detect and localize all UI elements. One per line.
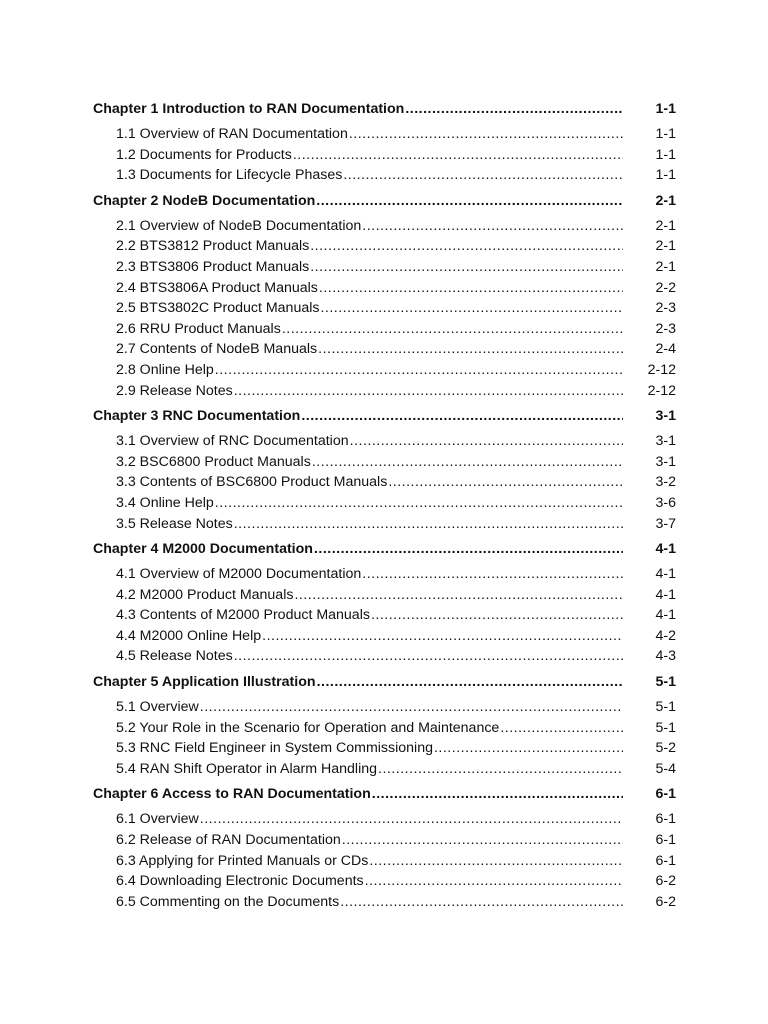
toc-chapter-entry[interactable] — [93, 783, 676, 805]
toc-section-entry[interactable] — [93, 646, 676, 667]
page-number: 6-2 — [655, 893, 676, 910]
dot-leader — [362, 216, 623, 237]
page-number: 5-4 — [655, 760, 676, 777]
dot-leader — [319, 278, 623, 299]
toc-section-entry[interactable] — [93, 298, 676, 319]
chapter-title: Chapter 5 Application Illustration — [93, 674, 316, 691]
toc-section-entry[interactable] — [93, 851, 676, 872]
toc-chapter-entry[interactable] — [93, 538, 676, 560]
toc-section-entry[interactable] — [93, 236, 676, 257]
toc-section-entry[interactable] — [93, 339, 676, 360]
section-title: 3.5 Release Notes — [116, 515, 233, 532]
chapter-6 — [93, 783, 676, 912]
page-number: 5-2 — [655, 740, 676, 757]
toc-section-entry[interactable] — [93, 360, 676, 381]
chapter-title: Chapter 6 Access to RAN Documentation — [93, 786, 371, 803]
section-title: 2.8 Online Help — [116, 361, 214, 378]
dot-leader — [316, 190, 623, 212]
section-title: 2.9 Release Notes — [116, 382, 233, 399]
page-number: 2-2 — [655, 279, 676, 296]
section-title: 2.4 BTS3806A Product Manuals — [116, 279, 318, 296]
section-title: 6.2 Release of RAN Documentation — [116, 832, 341, 849]
toc-section-entry[interactable] — [93, 626, 676, 647]
dot-leader — [293, 145, 623, 166]
toc-chapter-entry[interactable] — [93, 671, 676, 693]
section-title: 4.1 Overview of M2000 Documentation — [116, 566, 362, 583]
toc-chapter-entry[interactable] — [93, 405, 676, 427]
page-number: 2-1 — [655, 217, 676, 234]
toc-section-entry[interactable] — [93, 759, 676, 780]
section-title: 5.2 Your Role in the Scenario for Operation and Maintenance — [116, 719, 500, 736]
section-title: 2.7 Contents of NodeB Manuals — [116, 341, 318, 358]
dot-leader — [317, 671, 623, 693]
dot-leader — [234, 514, 623, 535]
dot-leader — [365, 871, 623, 892]
toc-section-entry[interactable] — [93, 319, 676, 340]
section-title: 5.4 RAN Shift Operator in Alarm Handling — [116, 760, 378, 777]
page-number: 3-6 — [655, 494, 676, 511]
dot-leader — [371, 605, 623, 626]
table-of-contents — [93, 98, 676, 912]
section-title: 4.4 M2000 Online Help — [116, 627, 262, 644]
page-number: 1-1 — [655, 146, 676, 163]
dot-leader — [200, 697, 623, 718]
section-title: 2.5 BTS3802C Product Manuals — [116, 300, 320, 317]
chapter-title: Chapter 2 NodeB Documentation — [93, 192, 316, 209]
toc-section-entry[interactable] — [93, 216, 676, 237]
dot-leader — [215, 360, 623, 381]
toc-section-entry[interactable] — [93, 830, 676, 851]
page-number: 5-1 — [655, 719, 676, 736]
section-title: 2.6 RRU Product Manuals — [116, 320, 281, 337]
page-number: 3-1 — [655, 433, 676, 450]
section-title: 6.3 Applying for Printed Manuals or CDs — [116, 852, 369, 869]
page-number: 1-1 — [655, 126, 676, 142]
page-number: 1-1 — [655, 167, 676, 184]
page-number: 2-3 — [655, 320, 676, 337]
chapter-2 — [93, 190, 676, 401]
page-number: 6-1 — [655, 832, 676, 849]
page-number: 4-2 — [655, 627, 676, 644]
dot-leader — [388, 472, 623, 493]
section-title: 6.1 Overview — [116, 811, 199, 828]
dot-leader — [294, 585, 623, 606]
dot-leader — [372, 783, 623, 805]
section-title: 1.2 Documents for Products — [116, 146, 292, 163]
toc-section-entry[interactable] — [93, 124, 676, 145]
page-number: 3-1 — [655, 408, 676, 425]
page-number: 2-4 — [655, 341, 676, 358]
chapter-title: Chapter 3 RNC Documentation — [93, 408, 301, 425]
toc-section-entry[interactable] — [93, 738, 676, 759]
dot-leader — [500, 718, 623, 739]
dot-leader — [320, 298, 623, 319]
dot-leader — [262, 626, 623, 647]
chapter-3 — [93, 405, 676, 534]
dot-leader — [318, 339, 623, 360]
page-number: 2-12 — [647, 382, 676, 399]
section-title: 5.3 RNC Field Engineer in System Commissioning — [116, 740, 433, 757]
toc-section-entry[interactable] — [93, 892, 676, 913]
toc-section-entry[interactable] — [93, 165, 676, 186]
toc-section-entry[interactable] — [93, 493, 676, 514]
dot-leader — [434, 738, 623, 759]
dot-leader — [405, 98, 623, 120]
toc-section-entry[interactable] — [93, 145, 676, 166]
dot-leader — [350, 431, 623, 452]
section-title: 1.1 Overview of RAN Documentation — [116, 126, 348, 142]
toc-section-entry[interactable] — [93, 381, 676, 402]
toc-section-entry[interactable] — [93, 697, 676, 718]
page-number: 4-1 — [655, 566, 676, 583]
page-number: 4-1 — [655, 607, 676, 624]
dot-leader — [343, 165, 623, 186]
dot-leader — [369, 851, 623, 872]
section-title: 5.1 Overview — [116, 699, 199, 716]
section-title: 2.1 Overview of NodeB Documentation — [116, 217, 362, 234]
page-number: 2-12 — [647, 361, 676, 378]
page-number: 3-2 — [655, 474, 676, 491]
dot-leader — [310, 236, 623, 257]
dot-leader — [301, 405, 623, 427]
chapter-title: Chapter 4 M2000 Documentation — [93, 541, 313, 558]
toc-section-entry[interactable] — [93, 871, 676, 892]
page-number: 6-1 — [655, 811, 676, 828]
section-title: 2.3 BTS3806 Product Manuals — [116, 258, 310, 275]
toc-section-entry[interactable] — [93, 809, 676, 830]
dot-leader — [378, 759, 623, 780]
page-number: 2-1 — [655, 238, 676, 255]
page-number: 4-1 — [655, 586, 676, 603]
toc-section-entry[interactable] — [93, 257, 676, 278]
section-title: 6.5 Commenting on the Documents — [116, 893, 340, 910]
page-number: 6-1 — [655, 786, 676, 803]
page-number: 2-1 — [655, 258, 676, 275]
toc-section-entry[interactable] — [93, 514, 676, 535]
dot-leader — [362, 564, 623, 585]
page-number: 5-1 — [655, 699, 676, 716]
page-number: 6-2 — [655, 873, 676, 890]
dot-leader — [314, 538, 623, 560]
section-title: 3.4 Online Help — [116, 494, 214, 511]
page-number: 4-3 — [655, 648, 676, 665]
page-number: 3-7 — [655, 515, 676, 532]
section-title: 6.4 Downloading Electronic Documents — [116, 873, 364, 890]
toc-chapter-entry[interactable] — [93, 190, 676, 212]
page-number: 6-1 — [655, 852, 676, 869]
dot-leader — [215, 493, 623, 514]
section-title: 4.3 Contents of M2000 Product Manuals — [116, 607, 370, 624]
section-title: 4.5 Release Notes — [116, 648, 233, 665]
dot-leader — [342, 830, 623, 851]
toc-chapter-entry[interactable] — [93, 98, 676, 120]
dot-leader — [340, 892, 623, 913]
chapter-title: Chapter 1 Introduction to RAN Documentation — [93, 101, 405, 117]
section-title: 3.2 BSC6800 Product Manuals — [116, 453, 311, 470]
toc-section-entry[interactable] — [93, 278, 676, 299]
section-title: 3.3 Contents of BSC6800 Product Manuals — [116, 474, 388, 491]
section-title: 2.2 BTS3812 Product Manuals — [116, 238, 310, 255]
toc-section-entry[interactable] — [93, 452, 676, 473]
dot-leader — [312, 452, 623, 473]
page-number: 2-3 — [655, 300, 676, 317]
page-number: 4-1 — [655, 541, 676, 558]
page-number: 2-1 — [655, 192, 676, 209]
toc-section-entry[interactable] — [93, 718, 676, 739]
section-title: 3.1 Overview of RNC Documentation — [116, 433, 349, 450]
page-number: 5-1 — [655, 674, 676, 691]
page-number: 3-1 — [655, 453, 676, 470]
dot-leader — [234, 646, 623, 667]
toc-section-entry[interactable] — [93, 431, 676, 452]
dot-leader — [200, 809, 623, 830]
chapter-5 — [93, 671, 676, 779]
dot-leader — [234, 381, 623, 402]
dot-leader — [282, 319, 623, 340]
section-title: 4.2 M2000 Product Manuals — [116, 586, 294, 603]
dot-leader — [349, 124, 623, 145]
toc-section-entry[interactable] — [93, 564, 676, 585]
dot-leader — [310, 257, 623, 278]
chapter-1 — [93, 98, 676, 186]
section-title: 1.3 Documents for Lifecycle Phases — [116, 167, 343, 184]
chapter-4 — [93, 538, 676, 667]
page-number: 1-1 — [655, 101, 676, 117]
toc-section-entry[interactable] — [93, 585, 676, 606]
toc-section-entry[interactable] — [93, 605, 676, 626]
toc-section-entry[interactable] — [93, 472, 676, 493]
